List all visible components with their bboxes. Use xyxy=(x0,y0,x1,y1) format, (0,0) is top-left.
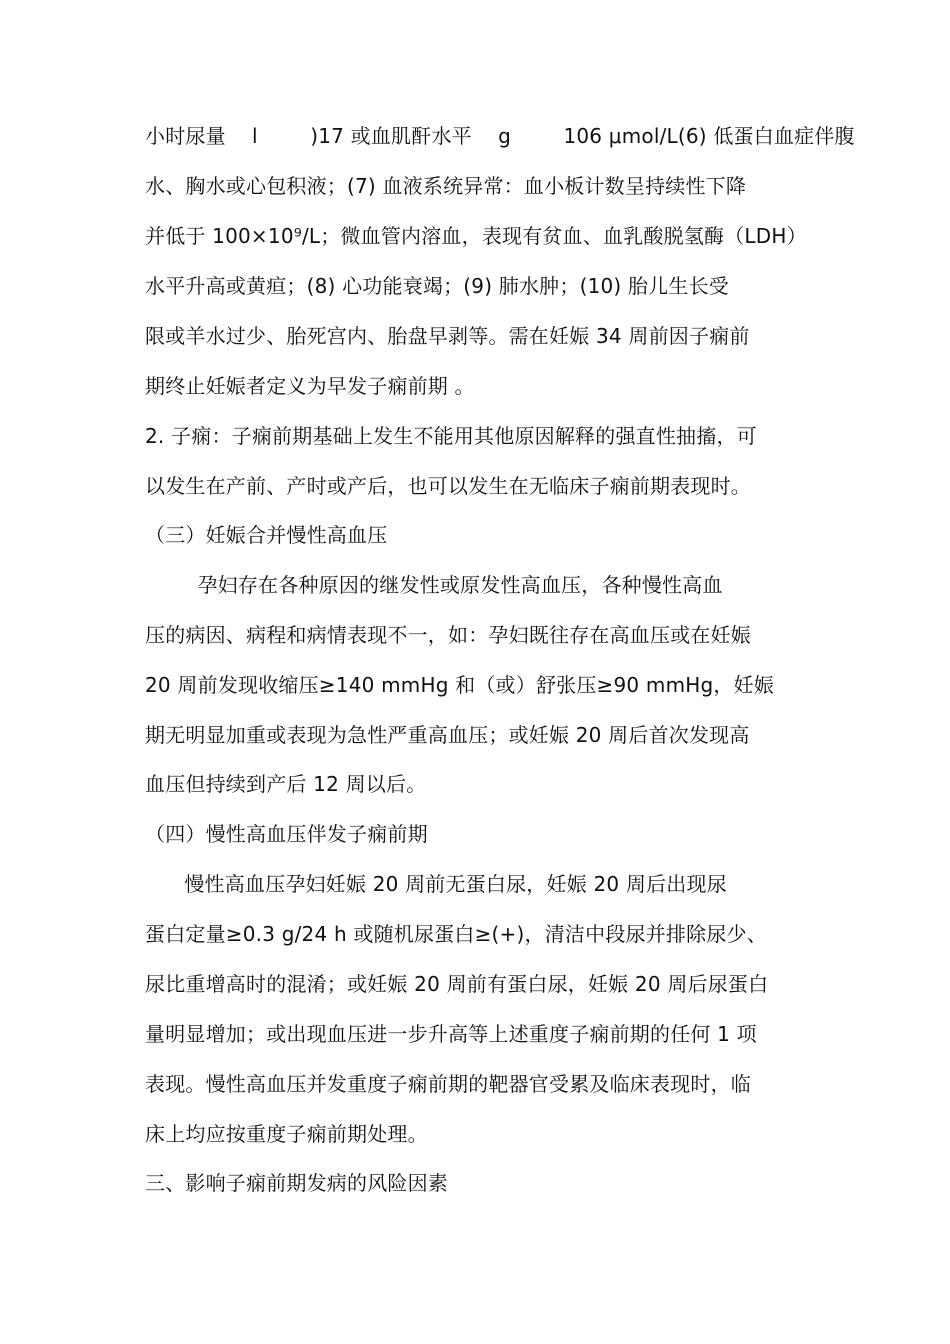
text-line: 表现。慢性高血压并发重度子痫前期的靶器官受累及临床表现时，临 xyxy=(145,1072,751,1096)
text-line: 以发生在产前、产时或产后，也可以发生在无临床子痫前期表现时。 xyxy=(145,474,751,498)
text-line: 并低于 100×10⁹/L；微血管内溶血，表现有贫血、血乳酸脱氢酶（LDH） xyxy=(145,224,807,248)
text-line: 尿比重增高时的混淆；或妊娠 20 周前有蛋白尿，妊娠 20 周后尿蛋白 xyxy=(145,972,769,996)
text-line: 蛋白定量≥0.3 g/24 h 或随机尿蛋白≥(+)，清洁中段尿并排除尿少、 xyxy=(145,922,767,946)
section-heading: 三、影响子痫前期发病的风险因素 xyxy=(145,1171,448,1195)
text-line: 量明显增加；或出现血压进一步升高等上述重度子痫前期的任何 1 项 xyxy=(145,1022,757,1046)
section-heading: （四）慢性高血压伴发子痫前期 xyxy=(145,822,428,846)
text-line: 水、胸水或心包积液；(7) 血液系统异常：血小板计数呈持续性下降 xyxy=(145,174,747,198)
text-line: 孕妇存在各种原因的继发性或原发性高血压，各种慢性高血 xyxy=(145,573,723,597)
text-line: 期无明显加重或表现为急性严重高血压；或妊娠 20 周后首次发现高 xyxy=(145,723,750,747)
text-line: 2. 子痫：子痫前期基础上发生不能用其他原因解释的强直性抽搐，可 xyxy=(145,424,757,448)
text-line: 床上均应按重度子痫前期处理。 xyxy=(145,1122,428,1146)
text-line: 血压但持续到产后 12 周以后。 xyxy=(145,772,427,796)
text-line: 水平升高或黄疸；(8) 心功能衰竭；(9) 肺水肿；(10) 胎儿生长受 xyxy=(145,274,729,298)
section-heading: （三）妊娠合并慢性高血压 xyxy=(145,523,388,547)
text-line: 20 周前发现收缩压≥140 mmHg 和（或）舒张压≥90 mmHg，妊娠 xyxy=(145,673,775,697)
text-line: 限或羊水过少、胎死宫内、胎盘早剥等。需在妊娠 34 周前因子痫前 xyxy=(145,324,750,348)
text-line: 小时尿量 l )17 或血肌酐水平 g 106 μmol/L(6) 低蛋白血症伴腹 xyxy=(145,124,855,148)
text-line: 压的病因、病程和病情表现不一，如：孕妇既往存在高血压或在妊娠 xyxy=(145,623,751,647)
text-line: 慢性高血压孕妇妊娠 20 周前无蛋白尿，妊娠 20 周后出现尿 xyxy=(145,872,727,896)
text-line: 期终止妊娠者定义为早发子痫前期 。 xyxy=(145,374,475,398)
